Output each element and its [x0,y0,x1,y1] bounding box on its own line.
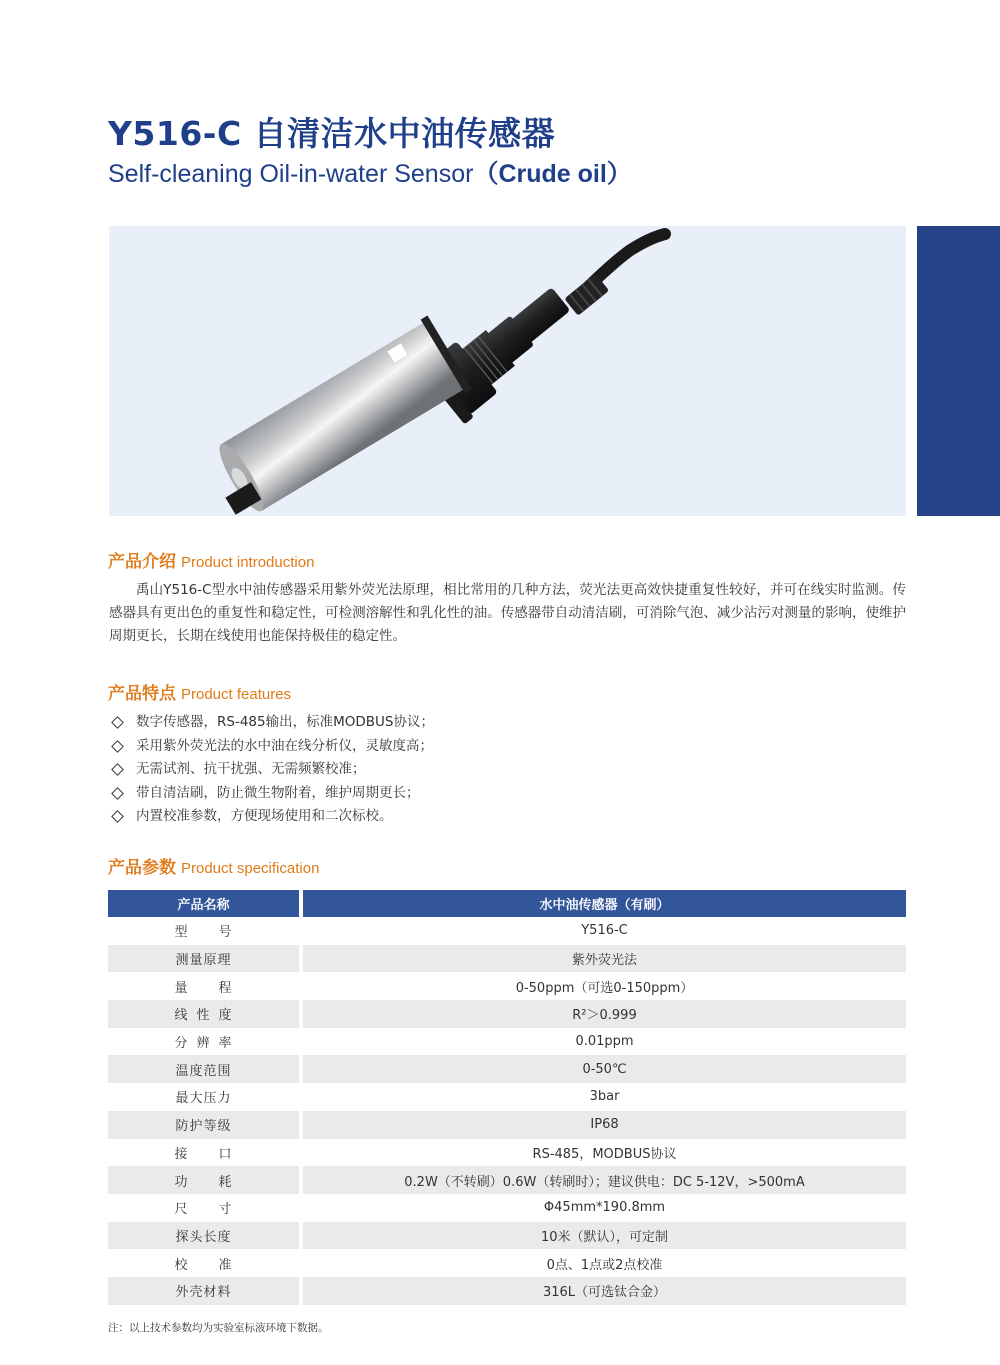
row-label: 接 口 [108,1139,303,1167]
feature-text: 带自清洁刷，防止微生物附着，维护周期更长； [136,784,420,801]
list-item [109,711,434,735]
table-row [108,1111,906,1139]
list-item [109,805,434,829]
column-header-value: 水中油传感器（有刷） [303,890,906,917]
row-value: 紫外荧光法 [303,945,906,973]
diamond-outline-icon [111,810,124,823]
table-row [108,1194,906,1222]
feature-text: 内置校准参数，方便现场使用和二次标校。 [136,808,393,824]
row-label: 校 准 [108,1249,303,1277]
feature-text: 无需试剂、抗干扰强、无需频繁校准； [136,761,366,777]
row-label: 分 辨 率 [108,1028,303,1056]
table-row [108,1139,906,1167]
heading-cn: 产品特点 [108,684,176,704]
row-label: 线 性 度 [108,1000,303,1028]
row-label: 尺 寸 [108,1194,303,1222]
diamond-outline-icon [111,787,124,800]
row-value: 10米（默认），可定制 [303,1222,906,1250]
sensor-illustration [109,226,906,516]
table-row [108,917,906,945]
row-value: 0.01ppm [575,1034,634,1050]
row-value: 0-50ppm（可选0-150ppm） [515,980,694,996]
row-value: Φ45mm*190.8mm [543,1200,666,1216]
row-value: 0.2W（不转刷）0.6W（转刷时）；建议供电：DC 5-12V，>500mA [303,1166,906,1194]
row-label: 防护等级 [108,1111,303,1139]
heading-en: Product specification [181,860,320,877]
intro-paragraph: 禹山Y516-C型水中油传感器采用紫外荧光法原理，相比常用的几种方法，荧光法更高效快捷重复性较好，并可在线实时监测。传感器具有更出色的重复性和稳定性，可检测溶解性和乳化性的油。传感器带自动清洁刷，可消除气泡、减少沾污对测量的影响，使维护周期更长，长期在线使用也能保持极佳的稳定性。 [109,582,906,644]
heading-en: Product introduction [181,554,315,571]
table-header-row [108,890,906,917]
section-heading-spec [108,857,319,880]
row-label: 量 程 [108,972,303,1000]
subtitle-main: Self-cleaning Oil-in-water Sensor [108,160,474,188]
table-row [108,1277,906,1305]
page-title: Y516-C 自清洁水中油传感器 [108,114,556,153]
row-value: R²＞0.999 [303,1000,906,1028]
section-heading-features [108,683,291,706]
footnote: 注：以上技术参数均为实验室标液环境下数据。 [108,1322,329,1334]
spec-table [108,890,906,1305]
feature-text: 数字传感器，RS-485输出，标准MODBUS协议； [136,714,434,730]
row-value: Y516-C [581,923,628,939]
feature-list [109,711,434,829]
row-label: 外壳材料 [108,1277,303,1305]
row-label: 功 耗 [108,1166,303,1194]
page-subtitle [108,156,632,192]
column-header-name: 产品名称 [108,890,303,917]
table-row [108,945,906,973]
diamond-outline-icon [111,716,124,729]
table-row [108,1249,906,1277]
heading-cn: 产品介绍 [108,552,176,572]
subtitle-variant: （Crude oil） [473,160,632,188]
table-row [108,972,906,1000]
heading-cn: 产品参数 [108,858,176,878]
product-photo [109,226,906,516]
row-value: IP68 [303,1111,906,1139]
table-row [108,1222,906,1250]
row-label: 探头长度 [108,1222,303,1250]
list-item [109,758,434,782]
list-item [109,782,434,806]
section-heading-intro [108,551,314,574]
table-row [108,1166,906,1194]
list-item [109,735,434,759]
row-value: 3bar [589,1089,620,1105]
table-row [108,1055,906,1083]
side-accent-block [917,226,1000,516]
heading-en: Product features [181,686,292,703]
row-value: 0-50℃ [303,1055,906,1083]
feature-text: 采用紫外荧光法的水中油在线分析仪，灵敏度高； [136,737,433,754]
row-label: 最大压力 [108,1083,303,1111]
table-row [108,1083,906,1111]
row-value: 0点、1点或2点校准 [546,1257,663,1273]
row-value: 316L（可选钛合金） [303,1277,906,1305]
diamond-outline-icon [111,740,124,753]
table-row [108,1000,906,1028]
diamond-outline-icon [111,763,124,776]
row-label: 温度范围 [108,1055,303,1083]
table-row [108,1028,906,1056]
row-value: RS-485，MODBUS协议 [532,1146,677,1162]
row-label: 型 号 [108,917,303,945]
row-label: 测量原理 [108,945,303,973]
